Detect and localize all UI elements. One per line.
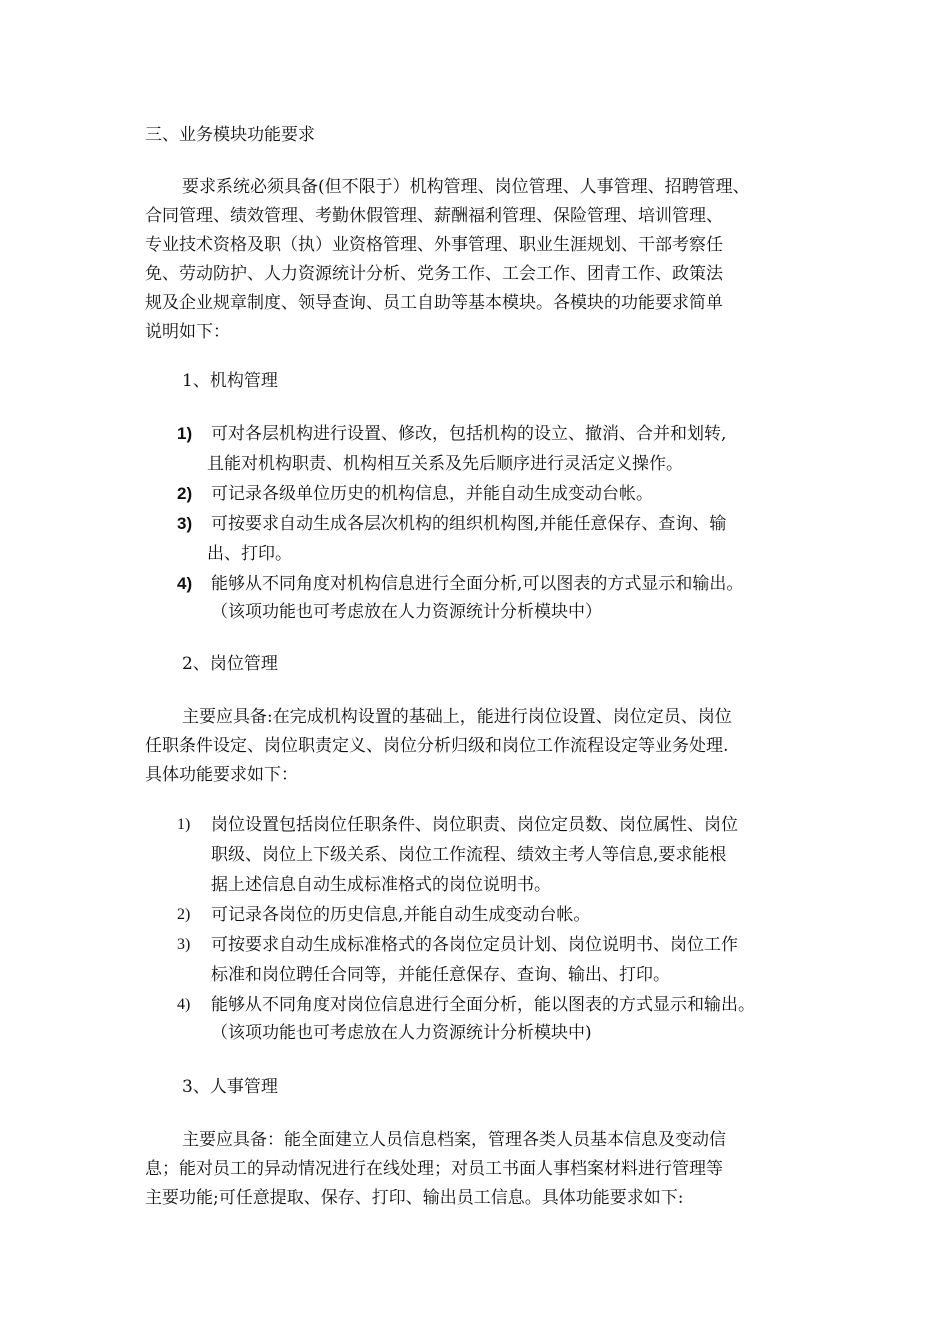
module2-intro-line: 任职条件设定、岗位职责定义、岗位分析归级和岗位工作流程设定等业务处理. <box>145 736 729 756</box>
section-title: 三、业务模块功能要求 <box>145 125 315 145</box>
intro-line: 规及企业规章制度、领导查询、员工自助等基本模块。各模块的功能要求简单 <box>145 293 723 313</box>
list-number: 4) <box>177 996 191 1013</box>
list-item-line: 且能对机构职责、机构相互关系及先后顺序进行灵活定义操作。 <box>207 454 683 474</box>
module3-heading: 3、人事管理 <box>182 1077 278 1097</box>
intro-line: 合同管理、绩效管理、考勤休假管理、薪酬福利管理、保险管理、培训管理、 <box>145 206 723 226</box>
list-number: 3) <box>177 936 191 953</box>
list-item-line: 据上述信息自动生成标准格式的岗位说明书。 <box>211 875 551 895</box>
list-item-line: 可记录各岗位的历史信息,并能自动生成变动台帐。 <box>211 905 591 925</box>
module1-heading: 1、机构管理 <box>182 371 278 391</box>
intro-line: 免、劳动防护、人力资源统计分析、党务工作、工会工作、团青工作、政策法 <box>145 264 723 284</box>
list-item-line: 可按要求自动生成标准格式的各岗位定员计划、岗位说明书、岗位工作 <box>211 935 738 955</box>
list-item-line: 可对各层机构进行设置、修改，包括机构的设立、撤消、合并和划转, <box>211 424 727 444</box>
list-number: 4) <box>177 574 193 593</box>
list-number: 2) <box>177 484 193 503</box>
list-item-line: 岗位设置包括岗位任职条件、岗位职责、岗位定员数、岗位属性、岗位 <box>211 815 738 835</box>
module2-intro-line: 主要应具备:在完成机构设置的基础上，能进行岗位设置、岗位定员、岗位 <box>182 707 732 727</box>
list-number: 3) <box>177 514 193 533</box>
list-item-line: 出、打印。 <box>207 544 292 564</box>
list-number: 2) <box>177 906 191 923</box>
module3-intro-line: 息；能对员工的异动情况进行在线处理；对员工书面人事档案材料进行管理等 <box>145 1159 723 1179</box>
list-number: 1) <box>177 424 193 443</box>
intro-line: 要求系统必须具备(但不限于）机构管理、岗位管理、人事管理、招聘管理、 <box>182 177 750 197</box>
list-item-line: （该项功能也可考虑放在人力资源统计分析模块中） <box>211 602 602 622</box>
list-item-line: 职级、岗位上下级关系、岗位工作流程、绩效主考人等信息,要求能根 <box>211 845 727 865</box>
module3-intro-line: 主要应具备：能全面建立人员信息档案，管理各类人员基本信息及变动信 <box>182 1130 726 1150</box>
module2-heading: 2、岗位管理 <box>182 654 278 674</box>
list-number: 1) <box>177 816 191 833</box>
intro-line: 专业技术资格及职（执）业资格管理、外事管理、职业生涯规划、干部考察任 <box>145 235 723 255</box>
list-item-line: 标准和岗位聘任合同等，并能任意保存、查询、输出、打印。 <box>211 965 670 985</box>
list-item-line: 可按要求自动生成各层次机构的组织机构图,并能任意保存、查询、输 <box>211 514 727 534</box>
list-item-line: 可记录各级单位历史的机构信息，并能自动生成变动台帐。 <box>211 484 653 504</box>
module2-intro-line: 具体功能要求如下： <box>145 765 298 785</box>
list-item-line: 能够从不同角度对机构信息进行全面分析,可以图表的方式显示和输出。 <box>211 574 744 594</box>
intro-line: 说明如下： <box>145 322 230 342</box>
list-item-line: （该项功能也可考虑放在人力资源统计分析模块中) <box>211 1023 592 1043</box>
list-item-line: 能够从不同角度对岗位信息进行全面分析，能以图表的方式显示和输出。 <box>211 995 755 1015</box>
module3-intro-line: 主要功能;可任意提取、保存、打印、输出员工信息。具体功能要求如下: <box>145 1188 684 1208</box>
